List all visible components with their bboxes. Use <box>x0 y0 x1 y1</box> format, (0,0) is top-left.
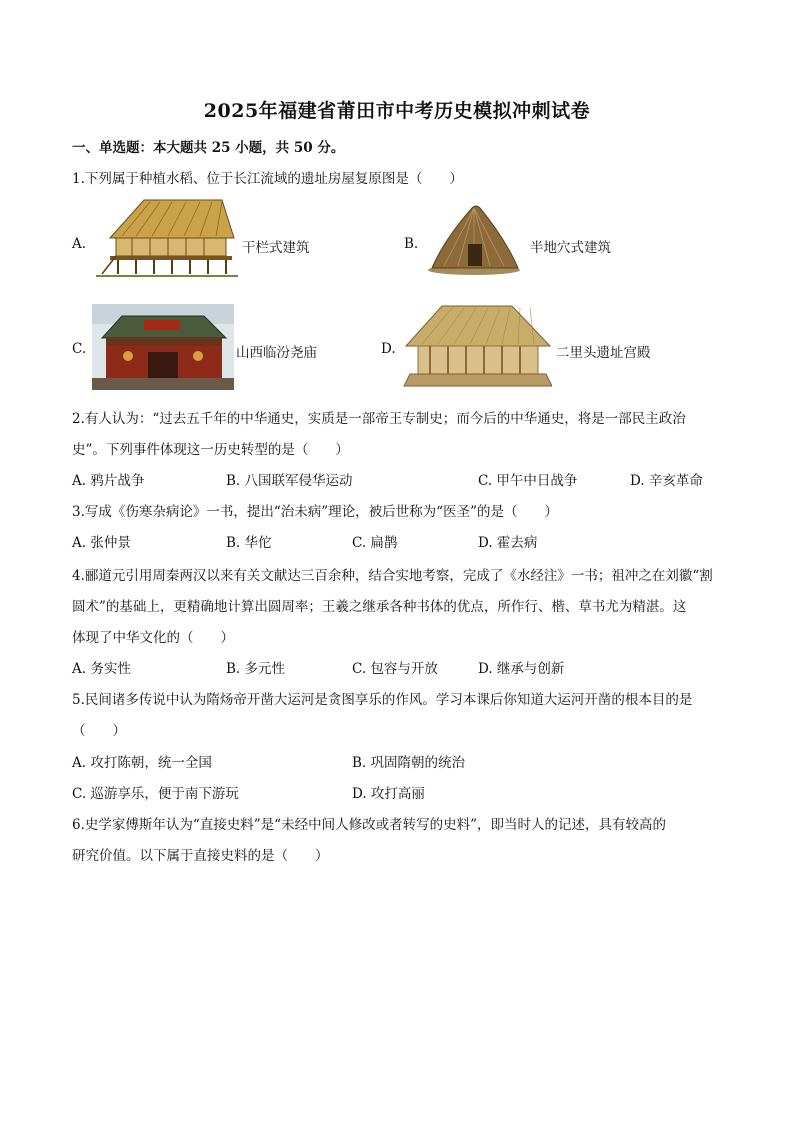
q3-option-c: C. 扁鹊 <box>352 535 398 551</box>
question-6-stem-line-2: 研究价值。以下属于直接史料的是（ ） <box>72 848 329 864</box>
q1-option-a-letter: A. <box>72 236 87 252</box>
q5-option-c: C. 巡游享乐，便于南下游玩 <box>72 786 239 802</box>
q1-option-d-caption: 二里头遗址宫殿 <box>556 345 651 361</box>
question-5-stem-line-1: 5.民间诸多传说中认为隋炀帝开凿大运河是贪图享乐的作风。学习本课后你知道大运河开凿的根本目的是 <box>72 692 693 708</box>
thatched-hut-icon <box>424 200 524 276</box>
q1-option-c-letter: C. <box>72 341 87 357</box>
section-heading: 一、单选题：本大题共 25 小题，共 50 分。 <box>72 140 345 156</box>
q2-option-a: A. 鸦片战争 <box>72 473 145 489</box>
q2-option-d: D. 辛亥革命 <box>630 473 703 489</box>
q4-option-a: A. 务实性 <box>72 661 131 677</box>
q4-option-c: C. 包容与开放 <box>352 661 438 677</box>
q1-option-b-caption: 半地穴式建筑 <box>530 240 611 256</box>
q2-option-b: B. 八国联军侵华运动 <box>226 473 353 489</box>
question-4-stem-line-3: 体现了中华文化的（ ） <box>72 630 234 646</box>
q1-option-b-letter: B. <box>404 236 419 252</box>
q2-option-c: C. 甲午中日战争 <box>478 473 578 489</box>
q3-option-d: D. 霍去病 <box>478 535 538 551</box>
q4-option-d: D. 继承与创新 <box>478 661 565 677</box>
question-3-stem: 3.写成《伤寒杂病论》一书，提出“治未病”理论，被后世称为“医圣”的是（ ） <box>72 504 558 520</box>
page-title: 2025年福建省莆田市中考历史模拟冲刺试卷 <box>203 100 591 122</box>
question-4-stem-line-2: 圆术”的基础上，更精确地计算出圆周率；王羲之继承各种书体的优点，所作行、楷、草书尤为精湛。这 <box>72 599 687 615</box>
question-1-stem: 1.下列属于种植水稻、位于长江流域的遗址房屋复原图是（ ） <box>72 171 463 187</box>
q3-option-b: B. 华佗 <box>226 535 272 551</box>
q5-option-a: A. 攻打陈朝，统一全国 <box>72 755 212 771</box>
question-2-stem-line-1: 2.有人认为：“过去五千年的中华通史，实质是一部帝王专制史；而今后的中华通史，将是一部民主政治 <box>72 411 686 427</box>
stilt-house-icon <box>92 196 238 278</box>
q5-option-d: D. 攻打高丽 <box>352 786 425 802</box>
q3-option-a: A. 张仲景 <box>72 535 131 551</box>
question-6-stem-line-1: 6.史学家傅斯年认为“直接史料”是“未经中间人修改或者转写的史料”，即当时人的记述，具有较高的 <box>72 817 666 833</box>
palace-model-icon <box>402 300 552 390</box>
q1-option-d-letter: D. <box>381 341 396 357</box>
temple-photo-icon <box>92 304 234 390</box>
q1-option-a-caption: 干栏式建筑 <box>242 240 310 256</box>
q1-option-c-caption: 山西临汾尧庙 <box>236 345 317 361</box>
question-4-stem-line-1: 4.郦道元引用周秦两汉以来有关文献达三百余种，结合实地考察，完成了《水经注》一书；祖冲之在刘徽“割 <box>72 568 713 584</box>
question-5-stem-line-2: （ ） <box>72 723 126 739</box>
q5-option-b: B. 巩固隋朝的统治 <box>352 755 466 771</box>
q4-option-b: B. 多元性 <box>226 661 286 677</box>
question-2-stem-line-2: 史”。下列事件体现这一历史转型的是（ ） <box>72 442 349 458</box>
